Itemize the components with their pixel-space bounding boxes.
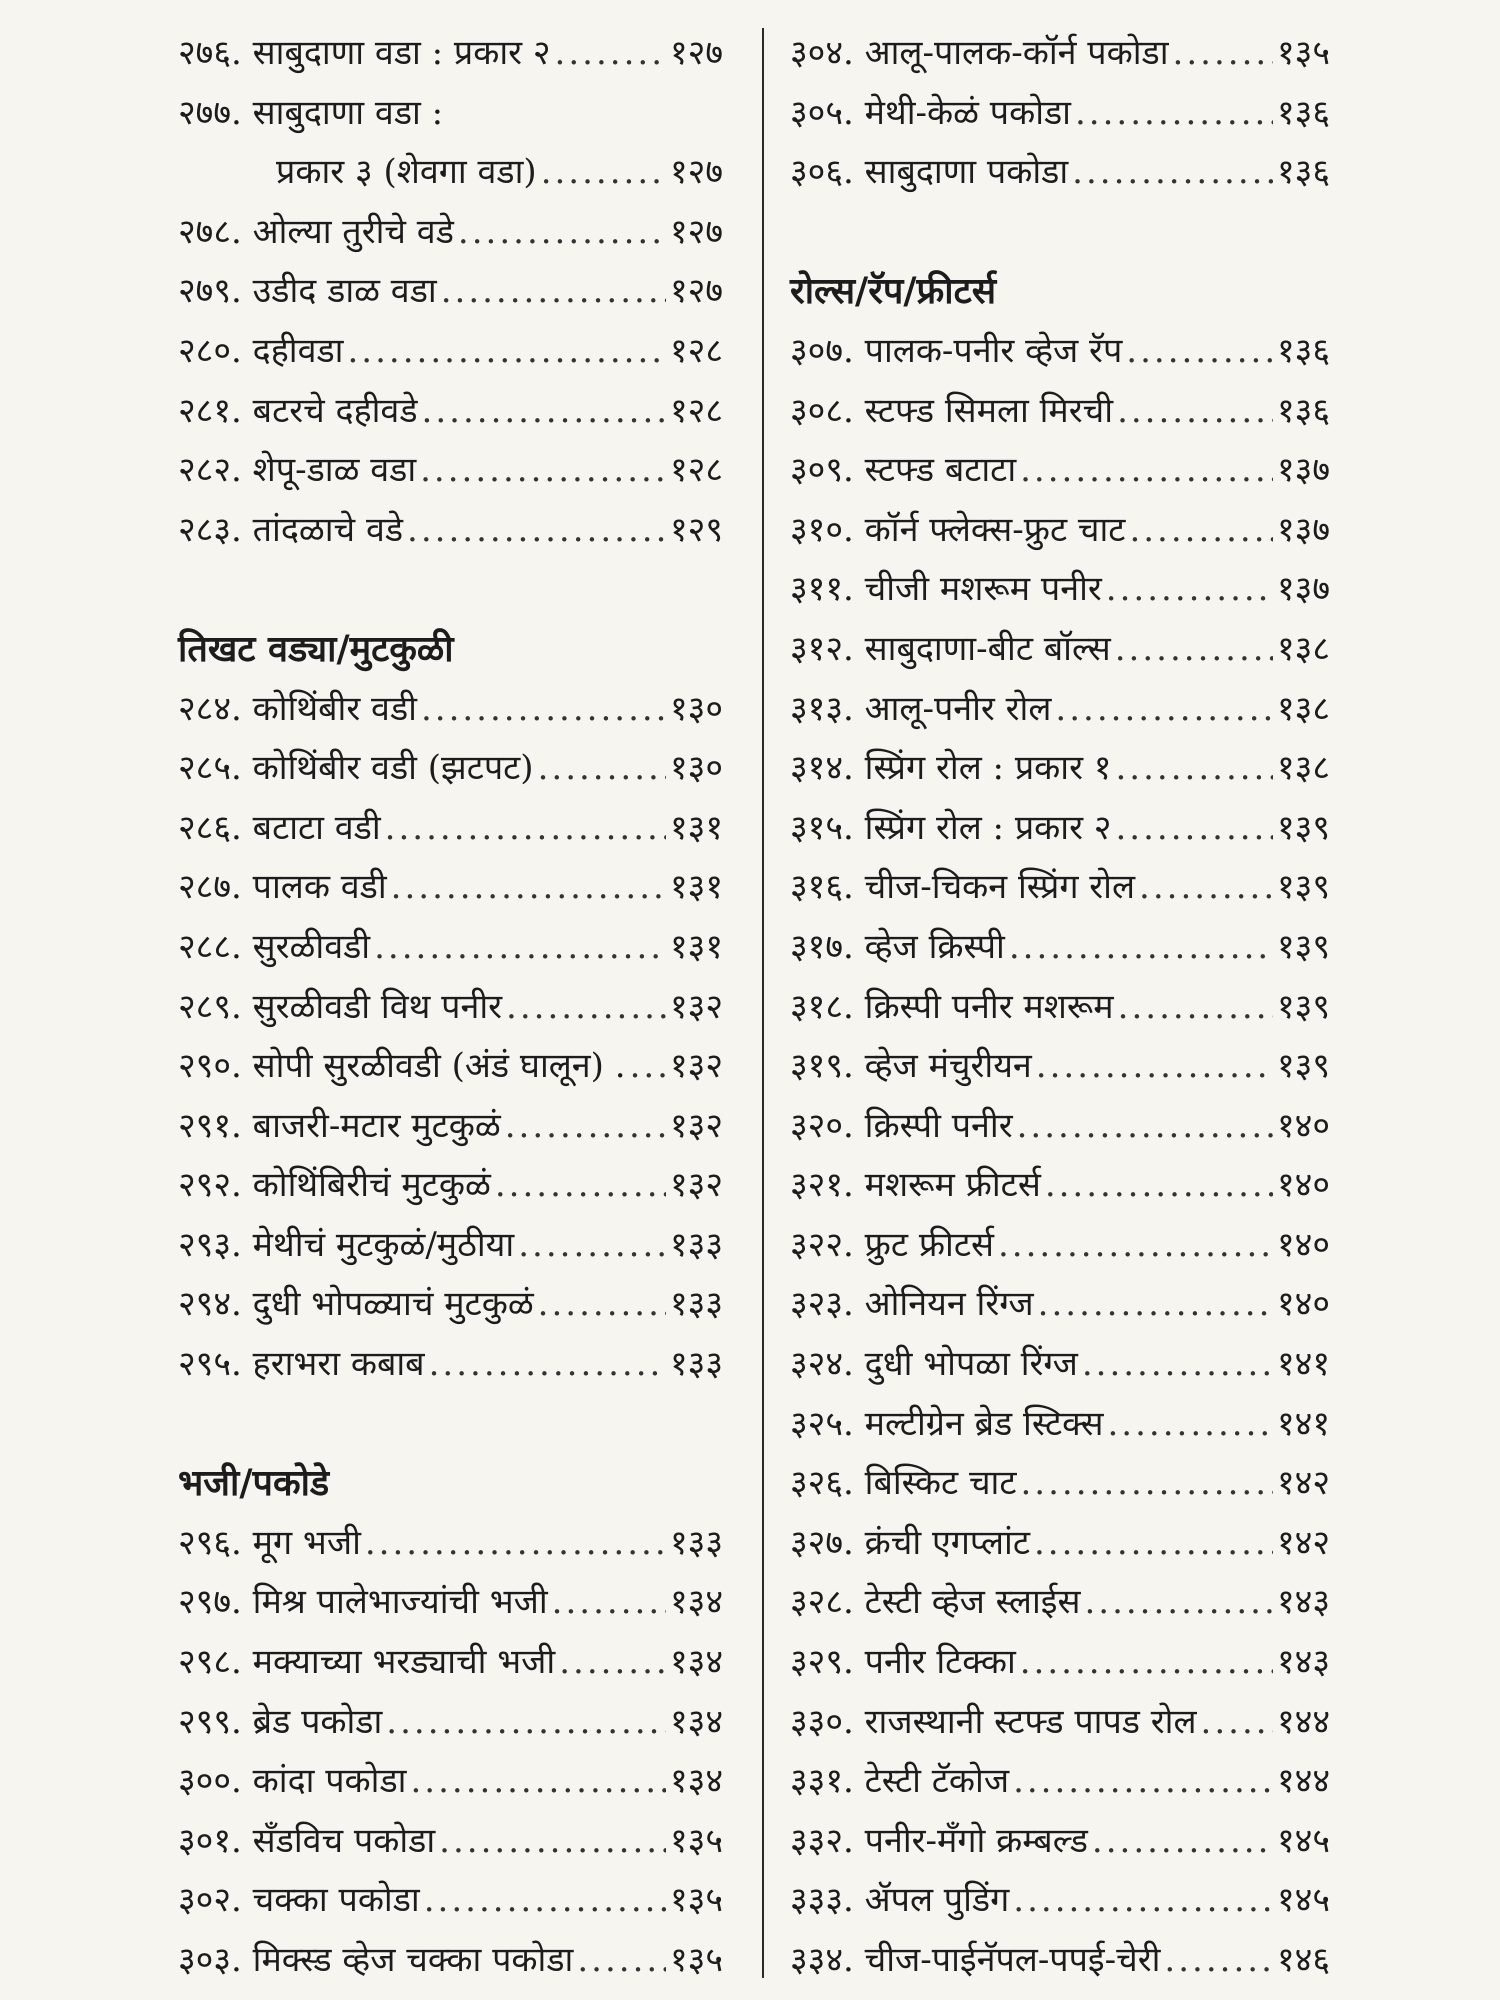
toc-entry-title: २७९. उडीद डाळ वडा <box>178 271 437 312</box>
dot-leader <box>1115 799 1272 859</box>
toc-entry-page-number: १३४ <box>669 1642 723 1683</box>
toc-entry-title: ३२२. फ्रुट फ्रीटर्स <box>790 1224 994 1265</box>
toc-entry-page-number: १३६ <box>1276 152 1330 193</box>
toc-entry <box>178 1514 723 1574</box>
toc-entry-title: २८७. पालक वडी <box>178 867 387 908</box>
toc-entry-title: ३०४. आलू-पालक-कॉर्न पकोडा <box>790 33 1169 73</box>
toc-entry <box>178 1216 723 1276</box>
dot-leader <box>374 918 666 978</box>
toc-entry-title: २९२. कोथिंबिरीचं मुटकुळं <box>178 1165 491 1206</box>
dot-leader <box>1082 1335 1273 1395</box>
dot-leader <box>1013 1871 1273 1931</box>
toc-entry-page-number: १४५ <box>1276 1880 1330 1921</box>
toc-entry-title: ३३०. राजस्थानी स्टफ्ड पापड रोल <box>790 1701 1197 1742</box>
toc-entry <box>178 978 723 1038</box>
dot-leader <box>422 382 666 442</box>
toc-entry-page-number: १३२ <box>669 986 723 1027</box>
toc-entry-title: ३२७. क्रंची एगप्लांट <box>790 1522 1030 1563</box>
toc-entry <box>790 1573 1330 1633</box>
toc-entry-page-number: १३७ <box>1276 450 1330 491</box>
toc-entry <box>178 1812 723 1872</box>
dot-leader <box>1017 1097 1273 1157</box>
dot-leader <box>518 1216 666 1276</box>
dot-leader <box>1020 1633 1273 1693</box>
toc-entry-page-number: १२८ <box>669 330 723 371</box>
toc-entry-title: २९३. मेथीचं मुटकुळं/मुठीया <box>178 1224 515 1265</box>
toc-entry-page-number: १४० <box>1276 1284 1330 1325</box>
toc-entry-title: ३३१. टेस्टी टॅकोज <box>790 1761 1010 1802</box>
toc-entry <box>178 1037 723 1097</box>
toc-entry-title: २८८. सुरळीवडी <box>178 926 371 967</box>
toc-entry-title: ३१०. कॉर्न फ्लेक्स-फ्रुट चाट <box>790 509 1126 550</box>
toc-entry-title: ३०८. स्टफ्ड सिमला मिरची <box>790 390 1114 431</box>
toc-entry-title: २९६. मूग भजी <box>178 1522 361 1563</box>
toc-entry <box>790 1633 1330 1693</box>
dot-leader <box>630 1037 666 1097</box>
dot-leader <box>1075 84 1273 144</box>
column-divider <box>762 28 764 1978</box>
dot-leader <box>1055 680 1273 740</box>
toc-entry <box>178 1097 723 1157</box>
toc-entry-page-number: १४४ <box>1276 1701 1330 1742</box>
toc-entry-title: ३२८. टेस्टी व्हेज स्लाईस <box>790 1582 1081 1623</box>
toc-entry-page-number: १३८ <box>1276 688 1330 729</box>
dot-leader <box>552 1573 666 1633</box>
toc-entry-title: ३०३. मिक्स्ड व्हेज चक्का पकोडा <box>178 1940 574 1980</box>
toc-entry <box>790 1275 1330 1335</box>
toc-entry <box>790 1752 1330 1812</box>
dot-leader <box>505 1097 666 1157</box>
toc-entry-page-number: १३० <box>669 748 723 789</box>
toc-entry-title: ३०७. पालक-पनीर व्हेज रॅप <box>790 330 1123 371</box>
dot-leader <box>407 501 666 561</box>
section-gap <box>178 560 723 620</box>
toc-entry <box>178 799 723 859</box>
toc-entry-page-number: १३२ <box>669 1046 723 1087</box>
toc-entry-page-number: १३१ <box>669 867 723 908</box>
toc-entry-title: ३०६. साबुदाणा पकोडा <box>790 152 1069 193</box>
toc-entry-page-number: १२७ <box>669 33 723 73</box>
dot-leader <box>495 1156 666 1216</box>
section-gap <box>790 203 1330 263</box>
toc-entry <box>178 1693 723 1753</box>
toc-entry <box>790 1931 1330 1991</box>
toc-entry <box>790 1156 1330 1216</box>
toc-entry-title: ३२१. मशरूम फ्रीटर्स <box>790 1165 1041 1206</box>
toc-entry-title: २९८. मक्याच्या भरड्याची भजी <box>178 1642 556 1683</box>
toc-entry-title: ३१८. क्रिस्पी पनीर मशरूम <box>790 986 1114 1027</box>
toc-entry-page-number: १२७ <box>669 271 723 312</box>
toc-entry <box>790 24 1330 84</box>
dot-leader <box>386 1693 666 1753</box>
toc-entry-page-number: १३० <box>669 688 723 729</box>
toc-entry-title: ३१९. व्हेज मंचुरीयन <box>790 1046 1032 1087</box>
toc-entry-title: २९४. दुधी भोपळ्याचं मुटकुळं <box>178 1284 534 1325</box>
toc-entry-page-number: १३३ <box>669 1344 723 1385</box>
section-gap <box>178 1395 723 1455</box>
toc-entry-title: २८९. सुरळीवडी विथ पनीर <box>178 986 503 1027</box>
toc-entry <box>178 322 723 382</box>
dot-leader <box>1036 1037 1273 1097</box>
toc-entry-page-number: १३३ <box>669 1522 723 1563</box>
dot-leader <box>541 143 666 203</box>
toc-entry <box>790 1037 1330 1097</box>
toc-entry-page-number: १३९ <box>1276 986 1330 1027</box>
toc-entry-title: २८६. बटाटा वडी <box>178 807 381 848</box>
dot-leader <box>1084 1573 1273 1633</box>
toc-entry <box>790 1514 1330 1574</box>
toc-entry-page-number: १४१ <box>1276 1403 1330 1444</box>
toc-entry-page-number: १३९ <box>1276 926 1330 967</box>
dot-leader <box>1106 560 1273 620</box>
toc-entry-page-number: १३३ <box>669 1224 723 1265</box>
toc-entry-page-number: १३१ <box>669 807 723 848</box>
dot-leader <box>420 441 666 501</box>
dot-leader <box>538 1275 666 1335</box>
toc-entry-title: ३१६. चीज-चिकन स्प्रिंग रोल <box>790 867 1136 908</box>
section-heading: तिखट वड्या/मुटकुळी <box>178 627 454 670</box>
toc-entry-title: प्रकार ३ (शेवगा वडा) <box>276 152 537 193</box>
toc-entry-title: २८४. कोथिंबीर वडी <box>178 688 417 729</box>
toc-entry-page-number: १३६ <box>1276 92 1330 133</box>
dot-leader <box>421 680 666 740</box>
toc-entry-page-number: १२७ <box>669 211 723 252</box>
toc-entry-title: २७८. ओल्या तुरीचे वडे <box>178 211 454 252</box>
toc-entry-page-number: १३६ <box>1276 390 1330 431</box>
toc-entry <box>178 1871 723 1931</box>
dot-leader <box>391 858 666 918</box>
dot-leader <box>385 799 666 859</box>
toc-entry <box>790 918 1330 978</box>
toc-left-column <box>178 24 723 1991</box>
dot-leader <box>365 1514 666 1574</box>
toc-entry-page-number: १४० <box>1276 1165 1330 1206</box>
toc-entry-page-number: १४२ <box>1276 1463 1330 1504</box>
toc-entry-page-number: १४६ <box>1276 1940 1330 1980</box>
toc-entry <box>178 24 723 84</box>
toc-entry <box>790 739 1330 799</box>
dot-leader <box>1117 382 1273 442</box>
dot-leader <box>429 1335 666 1395</box>
toc-entry <box>790 799 1330 859</box>
toc-entry-page-number: १३३ <box>669 1284 723 1325</box>
toc-entry-title: ३२६. बिस्किट चाट <box>790 1463 1017 1504</box>
toc-entry-page-number: १३९ <box>1276 1046 1330 1087</box>
dot-leader <box>458 203 666 263</box>
toc-entry-title: २८०. दहीवडा <box>178 330 344 371</box>
toc-entry <box>790 1097 1330 1157</box>
toc-entry <box>178 680 723 740</box>
toc-entry-title: २८३. तांदळाचे वडे <box>178 509 404 550</box>
toc-entry-title: ३००. कांदा पकोडा <box>178 1761 407 1802</box>
toc-entry-page-number: १३७ <box>1276 569 1330 610</box>
toc-entry-title: २७७. साबुदाणा वडा : <box>178 92 444 133</box>
toc-entry <box>790 1335 1330 1395</box>
toc-entry <box>790 978 1330 1038</box>
toc-entry-page-number: १३५ <box>669 1820 723 1861</box>
section-heading: भजी/पकोडे <box>178 1462 330 1505</box>
toc-entry-page-number: १३९ <box>1276 867 1330 908</box>
toc-entry-title: ३२९. पनीर टिक्का <box>790 1642 1016 1683</box>
toc-entry-page-number: १४५ <box>1276 1820 1330 1861</box>
toc-entry <box>790 382 1330 442</box>
dot-leader <box>1020 441 1273 501</box>
toc-entry-page-number: १२९ <box>669 509 723 550</box>
toc-entry-title: २९१. बाजरी-मटार मुटकुळं <box>178 1105 501 1146</box>
toc-entry <box>178 203 723 263</box>
toc-entry-title: ३२५. मल्टीग्रेन ब्रेड स्टिक्स <box>790 1403 1104 1444</box>
dot-leader <box>538 739 666 799</box>
toc-entry <box>178 501 723 561</box>
toc-entry-title: २७६. साबुदाणा वडा : प्रकार २ <box>178 33 551 73</box>
toc-entry-page-number: १३४ <box>669 1761 723 1802</box>
dot-leader <box>1115 739 1272 799</box>
toc-entry-title: ३११. चीजी मशरूम पनीर <box>790 569 1102 610</box>
dot-leader <box>1164 1931 1273 1991</box>
toc-entry-title: ३१३. आलू-पनीर रोल <box>790 688 1052 729</box>
dot-leader <box>441 262 666 322</box>
dot-leader <box>347 322 665 382</box>
toc-entry-page-number: १३८ <box>1276 628 1330 669</box>
dot-leader <box>1013 1752 1273 1812</box>
dot-leader <box>410 1752 665 1812</box>
toc-entry <box>178 1156 723 1216</box>
toc-entry <box>790 1454 1330 1514</box>
toc-entry <box>790 1871 1330 1931</box>
toc-entry-page-number: १३९ <box>1276 807 1330 848</box>
dot-leader <box>1139 858 1273 918</box>
toc-entry-page-number: १३५ <box>669 1880 723 1921</box>
toc-entry-title: ३०५. मेथी-केळं पकोडा <box>790 92 1071 133</box>
toc-entry-page-number: १३७ <box>1276 509 1330 550</box>
toc-entry <box>178 1931 723 1991</box>
dot-leader <box>1009 918 1273 978</box>
dot-leader <box>1092 1812 1273 1872</box>
toc-entry-title: २८२. शेपू-डाळ वडा <box>178 450 417 491</box>
toc-entry <box>178 84 723 144</box>
dot-leader <box>1034 1514 1273 1574</box>
dot-leader <box>1201 1693 1273 1753</box>
toc-entry-page-number: १३२ <box>669 1165 723 1206</box>
toc-entry <box>178 1573 723 1633</box>
toc-entry-title: २९०. सोपी सुरळीवडी (अंडं घालून) . <box>178 1046 626 1087</box>
toc-entry <box>178 143 723 203</box>
toc-entry <box>790 84 1330 144</box>
toc-right-column <box>790 24 1330 1991</box>
toc-entry-title: २९७. मिश्र पालेभाज्यांची भजी <box>178 1582 548 1623</box>
toc-entry-title: ३३४. चीज-पाईनॅपल-पपई-चेरी <box>790 1940 1161 1980</box>
toc-entry <box>178 1752 723 1812</box>
dot-leader <box>577 1931 666 1991</box>
toc-entry <box>790 560 1330 620</box>
toc-entry-title: ३३२. पनीर-मँगो क्रम्बल्ड <box>790 1820 1088 1861</box>
toc-entry-title: ३०२. चक्का पकोडा <box>178 1880 420 1921</box>
toc-entry <box>790 1395 1330 1455</box>
toc-entry <box>790 1216 1330 1276</box>
toc-entry-title: ३१७. व्हेज क्रिस्पी <box>790 926 1005 967</box>
dot-leader <box>1045 1156 1273 1216</box>
toc-entry <box>790 680 1330 740</box>
toc-entry <box>178 262 723 322</box>
dot-leader <box>559 1633 666 1693</box>
toc-entry-page-number: १३४ <box>669 1582 723 1623</box>
toc-entry-page-number: १४१ <box>1276 1344 1330 1385</box>
toc-entry <box>178 858 723 918</box>
toc-entry-page-number: १३८ <box>1276 748 1330 789</box>
toc-entry-page-number: १४३ <box>1276 1642 1330 1683</box>
dot-leader <box>424 1871 666 1931</box>
section-heading: रोल्स/रॅप/फ्रीटर्स <box>790 270 997 313</box>
toc-entry-title: २९९. ब्रेड पकोडा <box>178 1701 383 1742</box>
toc-entry <box>790 1812 1330 1872</box>
toc-entry-page-number: १४३ <box>1276 1582 1330 1623</box>
toc-entry-title: ३१५. स्प्रिंग रोल : प्रकार २ <box>790 807 1112 848</box>
toc-entry-page-number: १४४ <box>1276 1761 1330 1802</box>
toc-entry <box>178 441 723 501</box>
toc-entry <box>790 441 1330 501</box>
toc-entry-title: ३१४. स्प्रिंग रोल : प्रकार १ <box>790 748 1112 789</box>
toc-entry <box>178 1633 723 1693</box>
dot-leader <box>1129 501 1273 561</box>
toc-entry-page-number: १३१ <box>669 926 723 967</box>
dot-leader <box>1118 978 1273 1038</box>
toc-entry-page-number: १२८ <box>669 450 723 491</box>
dot-leader <box>439 1812 666 1872</box>
toc-entry-title: ३०९. स्टफ्ड बटाटा <box>790 450 1017 491</box>
toc-entry <box>790 322 1330 382</box>
toc-entry-page-number: १४० <box>1276 1224 1330 1265</box>
toc-entry <box>178 1335 723 1395</box>
toc-entry-title: २८५. कोथिंबीर वडी (झटपट) <box>178 748 534 789</box>
toc-entry-page-number: १३४ <box>669 1701 723 1742</box>
toc-entry <box>178 1275 723 1335</box>
toc-entry-page-number: १२८ <box>669 390 723 431</box>
toc-entry <box>790 143 1330 203</box>
toc-entry-title: २९५. हराभरा कबाब <box>178 1344 425 1385</box>
toc-entry-page-number: १३२ <box>669 1105 723 1146</box>
dot-leader <box>998 1216 1273 1276</box>
dot-leader <box>1115 620 1273 680</box>
toc-entry-title: ३१२. साबुदाणा-बीट बॉल्स <box>790 628 1111 669</box>
toc-entry <box>790 620 1330 680</box>
toc-entry-page-number: १३५ <box>669 1940 723 1980</box>
toc-entry-title: ३३३. ॲपल पुडिंग <box>790 1880 1010 1921</box>
dot-leader <box>555 24 666 84</box>
dot-leader <box>1038 1275 1273 1335</box>
toc-entry-page-number: १४२ <box>1276 1522 1330 1563</box>
toc-entry-page-number: १३५ <box>1276 33 1330 73</box>
toc-entry-title: ३०१. सँडविच पकोडा <box>178 1820 436 1861</box>
dot-leader <box>1021 1454 1273 1514</box>
toc-entry-title: २८१. बटरचे दहीवडे <box>178 390 418 431</box>
toc-entry <box>790 501 1330 561</box>
toc-entry-page-number: १३६ <box>1276 330 1330 371</box>
dot-leader <box>1108 1395 1273 1455</box>
toc-entry-title: ३२०. क्रिस्पी पनीर <box>790 1105 1013 1146</box>
toc-entry-title: ३२४. दुधी भोपळा रिंग्ज <box>790 1344 1078 1385</box>
toc-entry-page-number: १४० <box>1276 1105 1330 1146</box>
dot-leader <box>506 978 666 1038</box>
toc-entry-title: ३२३. ओनियन रिंग्ज <box>790 1284 1034 1325</box>
toc-entry-page-number: १२७ <box>669 152 723 193</box>
toc-entry <box>178 739 723 799</box>
toc-entry <box>178 918 723 978</box>
dot-leader <box>1072 143 1273 203</box>
dot-leader <box>1173 24 1273 84</box>
dot-leader <box>1126 322 1273 382</box>
toc-entry <box>790 858 1330 918</box>
toc-entry <box>790 1693 1330 1753</box>
toc-entry <box>178 382 723 442</box>
